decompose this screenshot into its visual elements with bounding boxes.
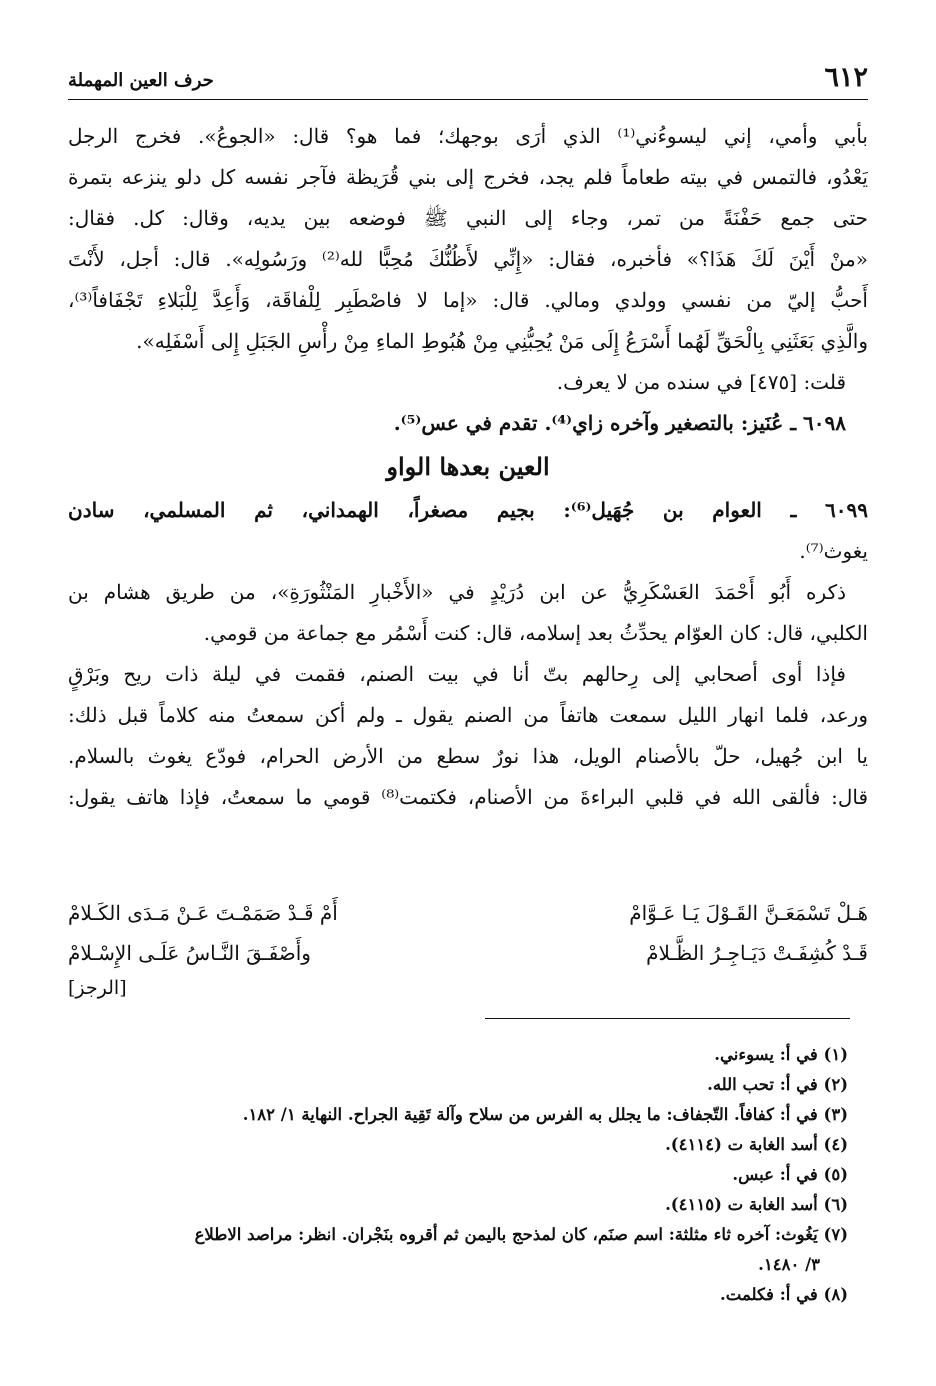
text-line: يَعْدُو، فالتمس في بيته طعاماً فلم يجد، فخرج إلى بني قُرَيظة فآجر نفسه كل دلو ينزعه بتمرة — [68, 165, 868, 189]
verse-1-second-half: أَمْ قَـدْ صَمَمْـتَ عَـنْ مَـدَى الكَـلامْ — [68, 901, 338, 925]
main-text — [68, 116, 868, 818]
footnote: (٣) في أ: كفافاً. التّجفاف: ما يجلل به الفرس من سلاح وآلة تَقِية الجراح. النهاية ١/ ١٨٢. — [242, 1105, 848, 1124]
footnote-rule — [485, 1018, 850, 1019]
verse-2-first-half: قَـدْ كُشِفَـتْ دَيَـاجِـرُ الظَّـلامْ — [646, 941, 868, 965]
poem-meter: [الرجز] — [68, 977, 127, 999]
footnote: (١) في أ: يسوءني. — [714, 1045, 848, 1064]
text-line: حتى جمع حَفْنَةً من تمر، وجاء إلى النبي ﷺ فوضعه بين يديه، وقال: كل. فقال: — [68, 206, 868, 230]
header-rule — [68, 99, 868, 100]
text-line: ورعد، فلما انهار الليل سمعت هاتفاً من الصنم يقول ـ ولم أكن سمعتُ منه كلاماً قبل ذلك: — [68, 703, 868, 727]
poem-block — [68, 893, 868, 1003]
footnote: (٧) يَغُوث: آخره ثاء مثلثة: اسم صنَم، كان لمذحج باليمن ثم أقروه بنَجْران. انظر: مراصد الاطلاع — [194, 1225, 848, 1244]
text-line: «منْ أَيْنَ لَكَ هَذَا؟» فأخبره، فقال: «إِنِّي لأَظُنُّكَ مُحِبًّا لله⁽²⁾ ورَسُولِه». قال: أجل، لأَنْتَ — [68, 247, 868, 271]
footnote: (٥) في أ: عبس. — [732, 1165, 848, 1184]
footnote: (٦) أسد الغابة ت (٤١١٥). — [665, 1195, 848, 1214]
entry-6099: ٦٠٩٩ ـ العوام بن جُهَيل⁽⁶⁾: بجيم مصغراً، الهمداني، ثم المسلمي، سادن — [68, 498, 868, 522]
text-line: الكلبي، قال: كان العوّام يحدِّثُ بعد إسلامه، قال: كنت أَسْمُر مع جماعة من قومي. — [203, 621, 868, 645]
text-line: يغوث⁽⁷⁾. — [799, 539, 868, 563]
text-line: والَّذِي بَعَثَنِي بِالْحَقِّ لَهُما أَسْرَعُ إِلَى مَنْ يُحِبُّنِي مِنْ هُبُوطِ الماءِ مِنْ رأْسِ الجَبَلِ إِلى أَسْفَلِه». — [136, 329, 868, 353]
section-title: العين بعدها الواو — [386, 452, 550, 481]
text-line: فإذا أوى أصحابي إلى رِحالهم بتّ أنا في بيت الصنم، فقمت في ليلة ذات ريح وبَرْقٍ — [68, 662, 846, 686]
verse-2-second-half: وأَصْفَـقَ النَّـاسُ عَلَـى الإِسْـلامْ — [68, 941, 311, 965]
page-header — [68, 62, 868, 100]
footnote: (٤) أسد الغابة ت (٤١١٤). — [665, 1135, 848, 1154]
page-number: ٦١٢ — [824, 62, 868, 93]
verse-1-first-half: هَـلْ تَسْمَعَـنَّ القَـوْلَ يَـا عَـوَّامْ — [629, 901, 868, 925]
text-line: ذكره أَبُو أَحْمَدَ العَسْكَرِيُّ عن ابن دُرَيْدٍ في «الأَخْبارِ المَنْثُورَةِ»، من طريق هشام بن — [68, 580, 846, 604]
footnote-continuation: ٣/ ١٤٨٠. — [758, 1255, 820, 1274]
footnote: (٨) في أ: فكلمت. — [720, 1285, 848, 1304]
text-line: أَحبُّ إليّ من نفسي وولدي ومالي. قال: «إما لا فاصْطَبِر لِلْفاقَة، وَأَعِدَّ لِلْبَلاءِ تَجْفَافاً⁽³⁾، — [68, 288, 868, 312]
text-line: يا ابن جُهيل، حلّ بالأصنام الويل، هذا نورٌ سطع من الأرض الحرام، فودّع يغوث بالسلام. — [68, 744, 868, 768]
editor-remark: قلت: [٤٧٥] في سنده من لا يعرف. — [556, 370, 846, 394]
text-line: بأبي وأمي، إني ليسوءُني⁽¹⁾ الذي أرَى بوجهك؛ فما هو؟ قال: «الجوعُ». فخرج الرجل — [68, 124, 868, 148]
footnotes — [68, 1040, 848, 1310]
footnote: (٢) في أ: تحب الله. — [707, 1075, 848, 1094]
text-line: قال: فألقى الله في قلبي البراءةَ من الأصنام، فكتمت⁽⁸⁾ قومي ما سمعتُ، فإذا هاتف يقول: — [68, 785, 868, 809]
entry-6098: ٦٠٩٨ ـ عُنَيز: بالتصغير وآخره زاي⁽⁴⁾. تقدم في عس⁽⁵⁾. — [393, 411, 846, 435]
running-title: حرف العين المهملة — [68, 70, 214, 91]
